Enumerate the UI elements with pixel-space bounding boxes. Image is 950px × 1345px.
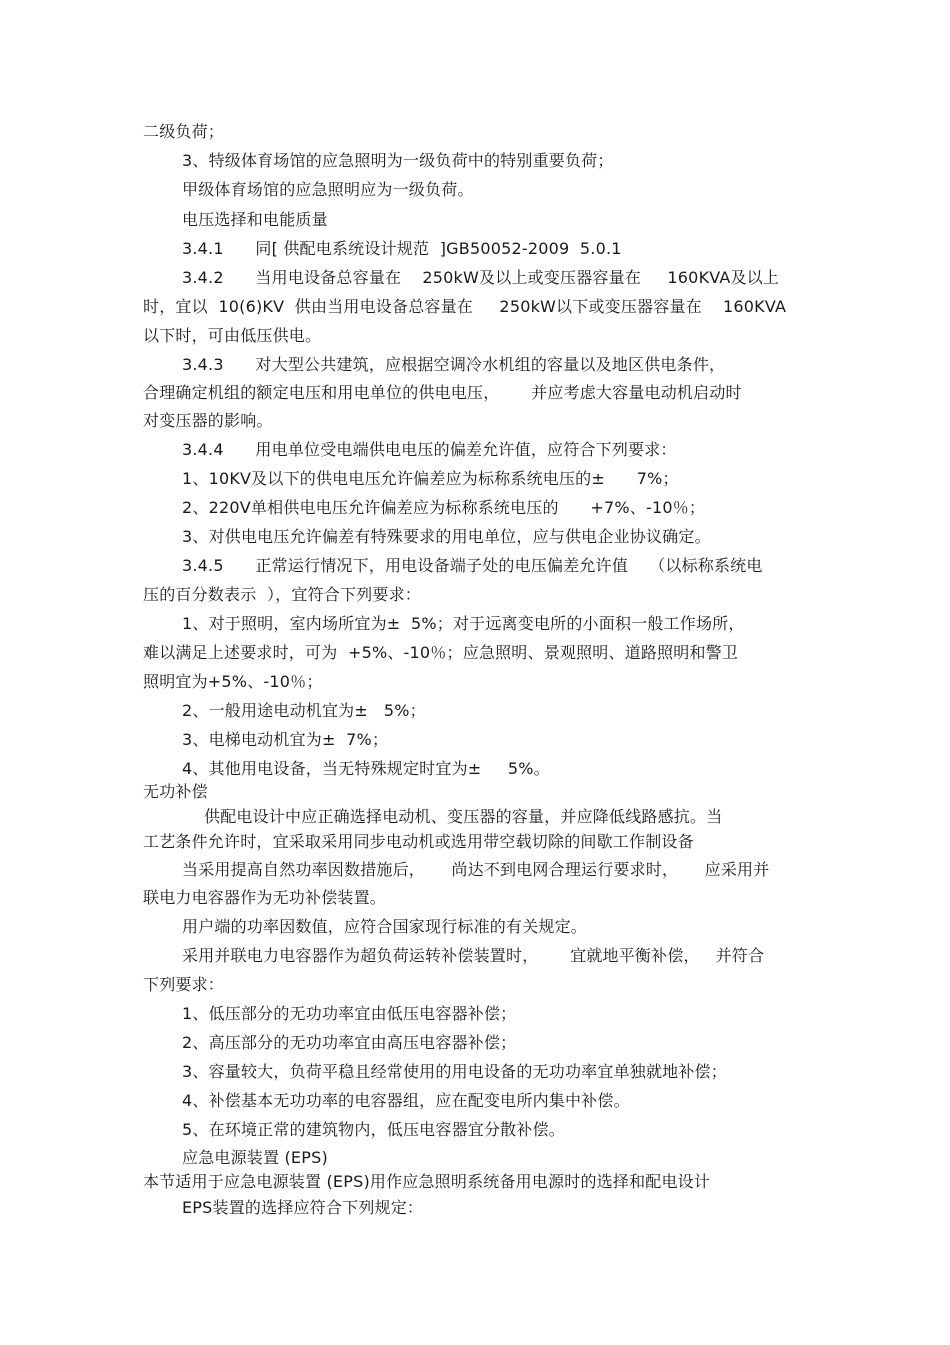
text-line-1: 二级负荷； — [143, 122, 225, 141]
list-item-3-4-5-3: 3、电梯电动机宜为± 7%； — [182, 730, 389, 749]
clause-3-4-3-line-1: 3.4.3 对大型公共建筑，应根据空调冷水机组的容量以及地区供电条件， — [182, 355, 726, 374]
clause-3-4-2-line-1: 3.4.2 当用电设备总容量在 250kW及以上或变压器容量在 160KVA及以上 — [182, 268, 780, 287]
paragraph-power-factor: 用户端的功率因数值，应符合国家现行标准的有关规定。 — [182, 917, 588, 936]
list-item-3-4-5-1-line-2: 难以满足上述要求时，可为 +5%、-10％；应急照明、景观照明、道路照明和警卫 — [143, 643, 739, 662]
clause-3-4-3-line-3: 对变压器的影响。 — [143, 411, 273, 430]
list-item-compensation-5: 5、在环境正常的建筑物内，低压电容器宜分散补偿。 — [182, 1120, 565, 1139]
paragraph-capacitor-line-2: 联电力电容器作为无功补偿装置。 — [143, 888, 387, 907]
paragraph-compensation-line-1: 供配电设计中应正确选择电动机、变压器的容量，并应降低线路感抗。当 — [204, 807, 723, 826]
list-item-3-4-4-3: 3、对供电电压允许偏差有特殊要求的用电单位，应与供电企业协议确定。 — [182, 527, 711, 546]
clause-3-4-2-line-2: 时，宜以 10(6)KV 供由当用电设备总容量在 250kW以下或变压器容量在 160KVA — [143, 297, 787, 316]
paragraph-capacitor-line-1: 当采用提高自然功率因数措施后， 尚达不到电网合理运行要求时， 应采用并 — [182, 860, 770, 879]
clause-3-4-5-line-1: 3.4.5 正常运行情况下，用电设备端子处的电压偏差允许值 （以标称系统电 — [182, 556, 763, 575]
list-item-3-4-4-2: 2、220V单相供电电压允许偏差应为标称系统电压的 +7%、-10％； — [182, 498, 706, 517]
clause-3-4-2-line-3: 以下时，可由低压供电。 — [143, 326, 322, 345]
section-heading-reactive-compensation: 无功补偿 — [143, 782, 208, 801]
paragraph-eps-scope: 本节适用于应急电源装置 (EPS)用作应急照明系统备用电源时的选择和配电设计 — [143, 1172, 711, 1191]
list-item-3-4-5-1-line-1: 1、对于照明，室内场所宜为± 5%；对于远离变电所的小面积一般工作场所， — [182, 614, 745, 633]
text-line-3: 甲级体育场馆的应急照明应为一级负荷。 — [182, 180, 474, 199]
list-item-3-4-4-1: 1、10KV及以下的供电电压允许偏差应为标称系统电压的± 7%； — [182, 469, 679, 488]
text-line-2: 3、特级体育场馆的应急照明为一级负荷中的特别重要负荷； — [182, 151, 614, 170]
list-item-compensation-3: 3、容量较大，负荷平稳且经常使用的用电设备的无功功率宜单独就地补偿； — [182, 1062, 727, 1081]
list-item-compensation-4: 4、补偿基本无功功率的电容器组，应在配变电所内集中补偿。 — [182, 1091, 630, 1110]
paragraph-compensation-line-2: 工艺条件允许时，宜采取采用同步电动机或选用带空载切除的间歇工作制设备 — [143, 832, 694, 851]
clause-3-4-4: 3.4.4 用电单位受电端供电电压的偏差允许值，应符合下列要求： — [182, 440, 677, 459]
clause-3-4-5-line-2: 压的百分数表示 ），宜符合下列要求： — [143, 585, 421, 604]
paragraph-eps-selection: EPS装置的选择应符合下列规定： — [182, 1198, 424, 1217]
paragraph-parallel-capacitor-line-1: 采用并联电力电容器作为超负荷运转补偿装置时， 宜就地平衡补偿， 并符合 — [182, 946, 765, 965]
section-heading-eps: 应急电源装置 (EPS) — [182, 1148, 328, 1167]
clause-3-4-1: 3.4.1 同[ 供配电系统设计规范 ]GB50052-2009 5.0.1 — [182, 239, 622, 258]
paragraph-parallel-capacitor-line-2: 下列要求： — [143, 975, 225, 994]
list-item-compensation-2: 2、高压部分的无功功率宜由高压电容器补偿； — [182, 1033, 517, 1052]
list-item-3-4-5-4: 4、其他用电设备，当无特殊规定时宜为± 5%。 — [182, 759, 550, 778]
clause-3-4-3-line-2: 合理确定机组的额定电压和用电单位的供电电压， 并应考虑大容量电动机启动时 — [143, 383, 742, 402]
list-item-3-4-5-1-line-3: 照明宜为+5%、-10％； — [143, 672, 323, 691]
list-item-3-4-5-2: 2、一般用途电动机宜为± 5%； — [182, 701, 426, 720]
list-item-compensation-1: 1、低压部分的无功功率宜由低压电容器补偿； — [182, 1004, 517, 1023]
section-heading-voltage: 电压选择和电能质量 — [182, 210, 328, 229]
